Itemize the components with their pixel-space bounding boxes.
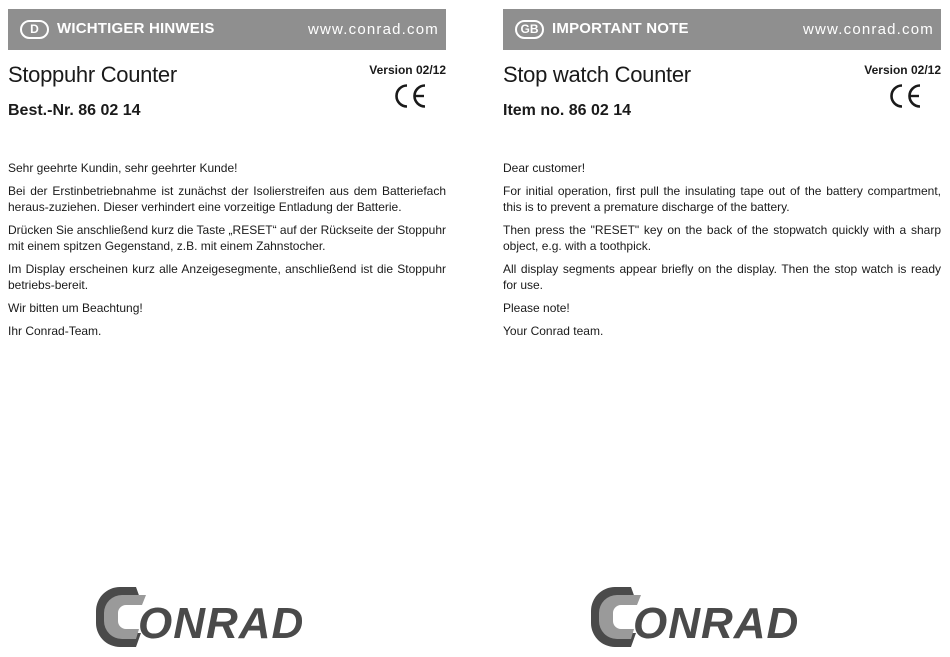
paragraph: For initial operation, first pull the insulating tape out of the battery compartment, this is to prevent a premature discharge of the battery. <box>503 184 941 214</box>
version-label: Version 02/12 <box>864 63 941 77</box>
website-link[interactable]: www.conrad.com <box>802 21 934 38</box>
logo-text: ONRAD <box>138 599 305 648</box>
english-column <box>503 0 941 657</box>
paragraph: Drücken Sie anschließend kurz die Taste „RESET“ auf der Rückseite der Stoppuhr mit einem spitzen Gegenstand, z.B. mit einem Zahnstocher. <box>8 223 446 253</box>
product-title: Stop watch Counter <box>503 62 691 87</box>
paragraph: Ihr Conrad-Team. <box>8 324 102 338</box>
paragraph: Please note! <box>503 301 570 315</box>
body-text <box>503 160 941 346</box>
german-column <box>8 0 446 657</box>
language-badge: D <box>20 20 49 39</box>
product-title: Stoppuhr Counter <box>8 62 177 87</box>
header-title: IMPORTANT NOTE <box>552 20 689 37</box>
website-link[interactable]: www.conrad.com <box>307 21 439 38</box>
language-badge: GB <box>515 20 544 39</box>
header-bar <box>503 9 941 50</box>
paragraph: Wir bitten um Beachtung! <box>8 301 143 315</box>
paragraph: Sehr geehrte Kundin, sehr geehrter Kunde! <box>8 161 238 175</box>
item-number: Item no. 86 02 14 <box>503 102 632 119</box>
paragraph: Im Display erscheinen kurz alle Anzeigesegmente, anschließend ist die Stoppuhr betriebs-bereit. <box>8 262 446 292</box>
ce-mark-icon <box>889 83 923 109</box>
conrad-logo <box>92 583 352 651</box>
version-label: Version 02/12 <box>369 63 446 77</box>
item-number: Best.-Nr. 86 02 14 <box>8 102 141 119</box>
paragraph: Your Conrad team. <box>503 324 604 338</box>
paragraph: All display segments appear briefly on the display. Then the stop watch is ready for use. <box>503 262 941 292</box>
header-title: WICHTIGER HINWEIS <box>57 20 215 37</box>
paragraph: Bei der Erstinbetriebnahme ist zunächst der Isolierstreifen aus dem Batteriefach heraus-zuziehen. Dieser verhindert eine vorzeitige Entladung der Batterie. <box>8 184 446 214</box>
paragraph: Then press the "RESET" key on the back of the stopwatch quickly with a sharp object, e.g. with a toothpick. <box>503 223 941 253</box>
paragraph: Dear customer! <box>503 161 586 175</box>
conrad-logo <box>587 583 847 651</box>
ce-mark-icon <box>394 83 428 109</box>
header-bar <box>8 9 446 50</box>
logo-text: ONRAD <box>633 599 800 648</box>
body-text <box>8 160 446 346</box>
